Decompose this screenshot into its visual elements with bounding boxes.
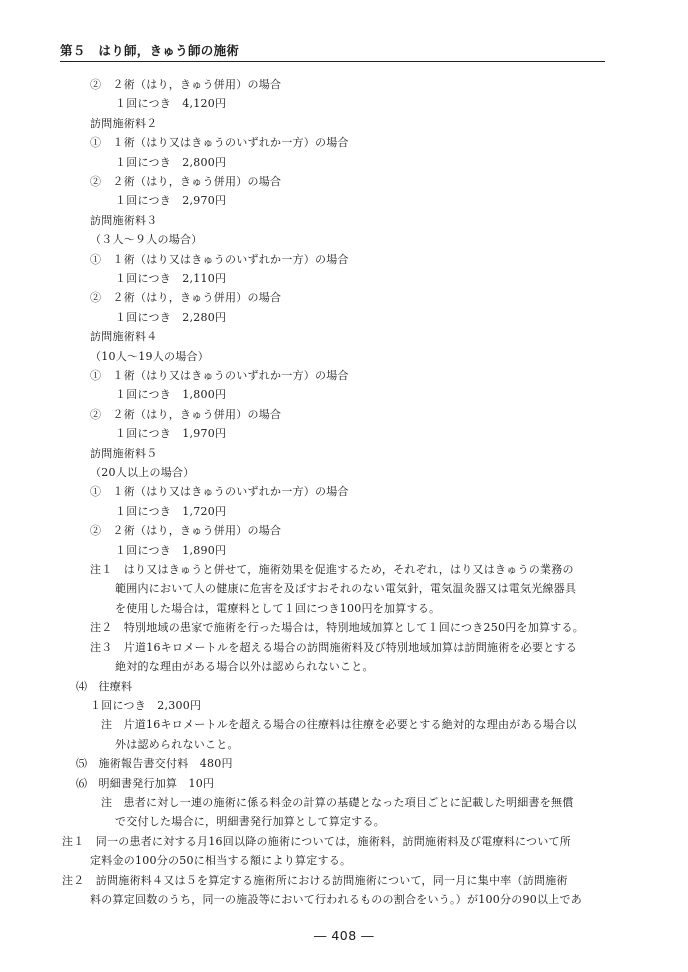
text-line: １回につき 2,800円 — [115, 156, 227, 169]
note-line: 注１ はり又はきゅうと併せて，施術効果を促進するため，それぞれ，はり又はきゅうの業務の — [90, 563, 574, 576]
section-header-title: 第５ はり師，きゅう師の施術 — [60, 43, 240, 58]
text-line: ① １術（はり又はきゅうのいずれか一方）の場合 — [90, 253, 349, 266]
note-line: 定料金の100分の50に相当する額により算定する。 — [90, 854, 352, 867]
text-line: １回につき 1,720円 — [115, 505, 227, 518]
note-line: を使用した場合は，電療料として１回につき100円を加算する。 — [115, 602, 441, 615]
note-line: 範囲内において人の健康に危害を及ぼすおそれのない電気針，電気温灸器又は電気光線器具 — [115, 582, 577, 595]
text-line: （10人～19人の場合） — [90, 350, 209, 363]
note-line: 注２ 特別地域の患家で施術を行った場合は，特別地域加算として１回につき250円を加算する。 — [90, 621, 585, 634]
text-line: ② ２術（はり，きゅう併用）の場合 — [90, 408, 282, 421]
note-line: 注 片道16キロメートルを超える場合の往療料は往療を必要とする絶対的な理由がある場合以 — [101, 718, 577, 731]
text-line: ① １術（はり又はきゅうのいずれか一方）の場合 — [90, 369, 349, 382]
text-line: 訪問施術料５ — [90, 447, 158, 460]
text-line: ② ２術（はり，きゅう併用）の場合 — [90, 524, 282, 537]
text-line: ① １術（はり又はきゅうのいずれか一方）の場合 — [90, 485, 349, 498]
text-line: 訪問施術料２ — [90, 117, 158, 130]
text-line: １回につき 2,110円 — [115, 272, 227, 285]
text-line: （20人以上の場合） — [90, 466, 195, 479]
text-line: ⑷ 往療料 — [76, 680, 133, 693]
text-line: ② ２術（はり，きゅう併用）の場合 — [90, 175, 282, 188]
text-line: １回につき 2,300円 — [90, 699, 202, 712]
note-line: 外は認められないこと。 — [115, 738, 239, 751]
note-line: 注 患者に対し一連の施術に係る料金の計算の基礎となった項目ごとに記載した明細書を無償 — [101, 796, 574, 809]
note-line: 絶対的な理由がある場合以外は認められないこと。 — [115, 660, 374, 673]
text-line: 訪問施術料４ — [90, 330, 158, 343]
text-line: １回につき 1,800円 — [115, 388, 227, 401]
text-line: （３人～９人の場合） — [90, 233, 203, 246]
text-line: ⑸ 施術報告書交付料 480円 — [76, 757, 233, 770]
text-line: １回につき 2,970円 — [115, 194, 227, 207]
text-line: ② ２術（はり，きゅう併用）の場合 — [90, 78, 282, 91]
text-line: １回につき 1,970円 — [115, 427, 227, 440]
note-line: 料の算定回数のうち，同一の施設等において行われるものの割合をいう。）が100分の90以上であ — [90, 893, 582, 906]
text-line: ② ２術（はり，きゅう併用）の場合 — [90, 291, 282, 304]
note-line: 注２ 訪問施術料４又は５を算定する施術所における訪問施術について，同一月に集中率（訪問施術 — [62, 874, 568, 887]
text-line: １回につき 1,890円 — [115, 544, 227, 557]
text-line: ① １術（はり又はきゅうのいずれか一方）の場合 — [90, 136, 349, 149]
note-line: 注３ 片道16キロメートルを超える場合の訪問施術料及び特別地域加算は訪問施術を必要とする — [90, 641, 577, 654]
text-line: １回につき 4,120円 — [115, 97, 227, 110]
note-line: で交付した場合に，明細書発行加算として算定する。 — [115, 815, 385, 828]
text-line: 訪問施術料３ — [90, 214, 158, 227]
text-line: １回につき 2,280円 — [115, 311, 227, 324]
page-number: ― 408 ― — [313, 928, 375, 943]
note-line: 注１ 同一の患者に対する月16回以降の施術については，施術料，訪問施術料及び電療料について所 — [62, 835, 572, 848]
header-divider — [60, 61, 605, 62]
text-line: ⑹ 明細書発行加算 10円 — [76, 777, 215, 790]
